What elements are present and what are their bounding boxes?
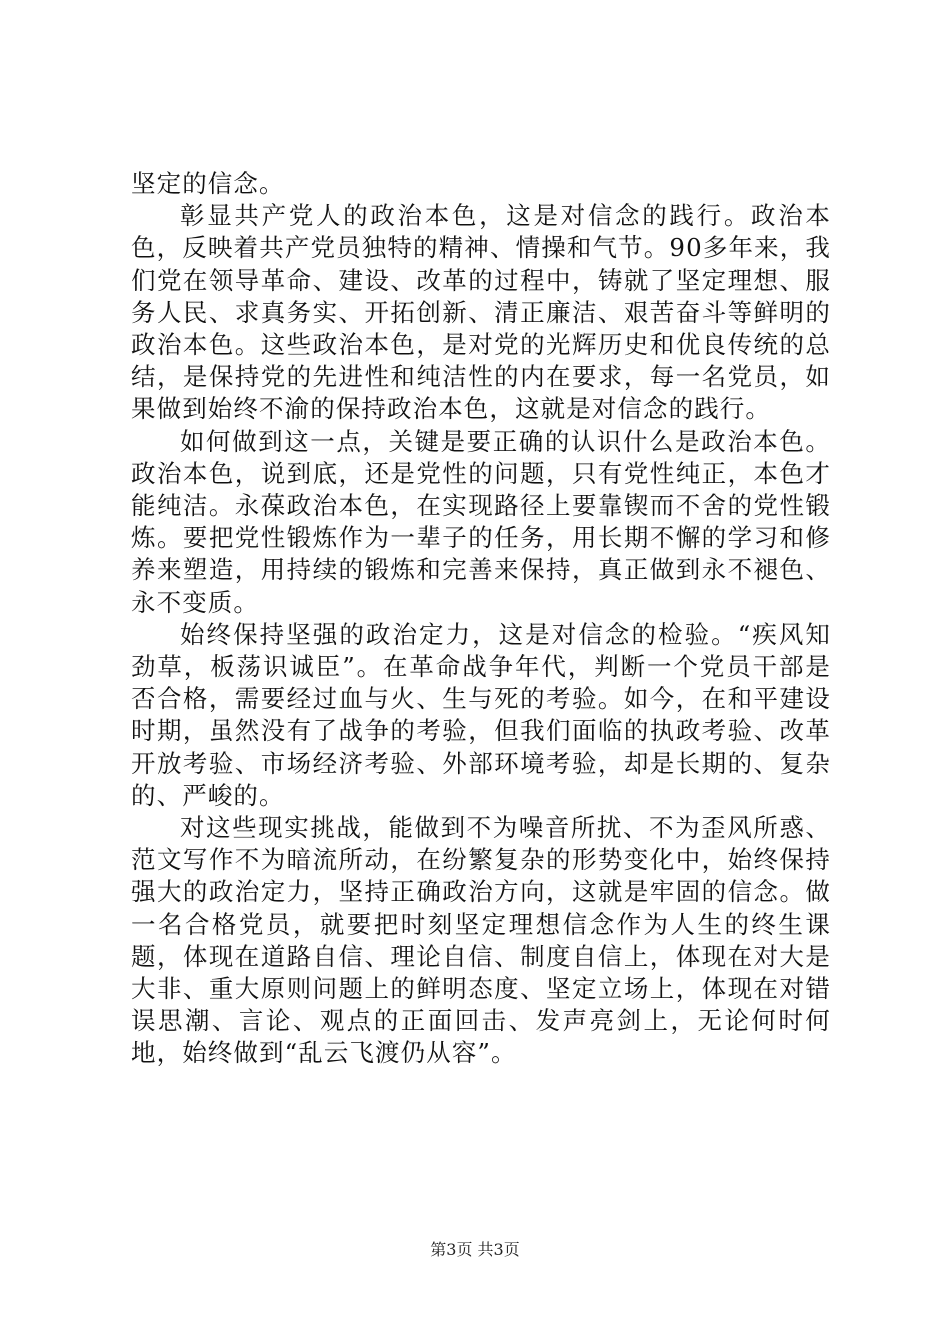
paragraph-3: 如何做到这一点，关键是要正确的认识什么是政治本色。政治本色，说到底，还是党性的问题，只有党性纯正，本色才能纯洁。永葆政治本色，在实现路径上要靠锲而不舍的党性锻炼。要把党性锻炼作为一辈子的任务，用长期不懈的学习和修养来塑造，用持续的锻炼和完善来保持，真正做到永不褪色、永不变质。 (131, 426, 831, 617)
document-body (131, 168, 831, 1070)
paragraph-4: 始终保持坚强的政治定力，这是对信念的检验。“疾风知劲草，板荡识诚臣”。在革命战争年代，判断一个党员干部是否合格，需要经过血与火、生与死的考验。如今，在和平建设时期，虽然没有了战争的考验，但我们面临的执政考验、改革开放考验、市场经济考验、外部环境考验，却是长期的、复杂的、严峻的。 (131, 619, 831, 810)
paragraph-2: 彰显共产党人的政治本色，这是对信念的践行。政治本色，反映着共产党员独特的精神、情操和气节。90多年来，我们党在领导革命、建设、改革的过程中，铸就了坚定理想、服务人民、求真务实、开拓创新、清正廉洁、艰苦奋斗等鲜明的政治本色。这些政治本色，是对党的光辉历史和优良传统的总结，是保持党的先进性和纯洁性的内在要求，每一名党员，如果做到始终不渝的保持政治本色，这就是对信念的践行。 (131, 201, 831, 424)
page-footer (0, 1240, 950, 1260)
paragraph-5: 对这些现实挑战，能做到不为噪音所扰、不为歪风所惑、范文写作不为暗流所动，在纷繁复杂的形势变化中，始终保持强大的政治定力，坚持正确政治方向，这就是牢固的信念。做一名合格党员，就要把时刻坚定理想信念作为人生的终生课题，体现在道路自信、理论自信、制度自信上，体现在对大是大非、重大原则问题上的鲜明态度、坚定立场上，体现在对错误思潮、言论、观点的正面回击、发声亮剑上，无论何时何地，始终做到“乱云飞渡仍从容”。 (131, 813, 831, 1068)
page-number-label: 第3页 共3页 (430, 1240, 520, 1259)
paragraph-1: 坚定的信念。 (131, 169, 285, 198)
